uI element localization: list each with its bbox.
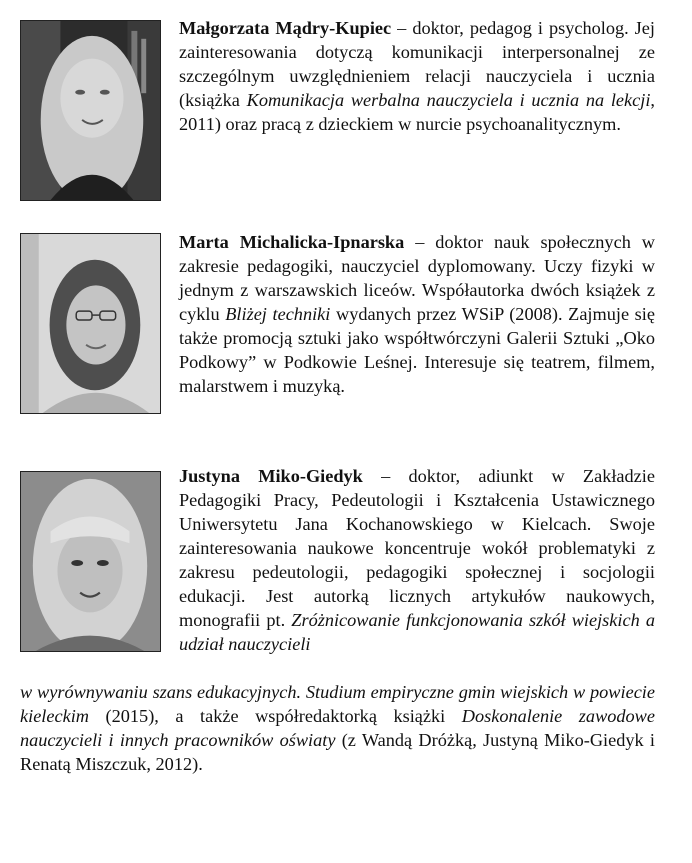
bio-3-text-3: (z Wandą Dróżką, Justyną Miko-Giedyk i Renatą Miszczuk, 2012). xyxy=(20,730,655,774)
bio-1 xyxy=(179,16,655,136)
portrait-2-image xyxy=(21,234,160,413)
author-photo-2 xyxy=(20,233,161,414)
bio-3-monograph-title-b: w wyrównywaniu szans edukacyjnych. Studium empiryczne gmin wiejskich w powiecie kieleckim xyxy=(20,682,655,726)
bio-3-text-2: (2015), a także współredaktorką książki xyxy=(89,706,462,726)
bio-2-name: Marta Michalicka-Ipnarska xyxy=(179,232,405,252)
portrait-1-image xyxy=(21,21,160,200)
bio-2-text-1: – doktor nauk społecznych w zakresie pedagogiki, nauczyciel dyplomowany. Uczy fizyki w jednym z warszawskich liceów. Współautorka dwóch książek z cyklu xyxy=(179,232,655,324)
bio-3-name: Justyna Miko-Giedyk xyxy=(179,466,363,486)
bio-1-text-2: , 2011) oraz pracą z dzieckiem w nurcie psychoanalitycznym. xyxy=(179,90,655,134)
bio-3 xyxy=(179,464,655,656)
bio-1-text-1: – doktor, pedagog i psycholog. Jej zainteresowania dotyczą komunikacji interpersonalnej ze szczególnym uwzględnieniem relacji nauczyciela i ucznia (książka xyxy=(179,18,655,110)
bio-3-monograph-title-a: Zróżnicowanie funkcjonowania szkół wiejskich a udział nauczycieli xyxy=(179,610,655,654)
bio-1-name: Małgorzata Mądry-Kupiec xyxy=(179,18,392,38)
bio-3-book-title: Doskonalenie zawodowe nauczycieli i innych pracowników oświaty xyxy=(20,706,655,750)
bio-2-book-title: Bliżej techniki xyxy=(225,304,331,324)
bio-1-book-title: Komunikacja werbalna nauczyciela i ucznia na lekcji xyxy=(246,90,651,110)
author-photo-1 xyxy=(20,20,161,201)
bio-3-continued xyxy=(20,680,655,776)
bio-2-text-2: wydanych przez WSiP (2008). Zajmuje się także promocją sztuki jako współtwórczyni Galerii Sztuki „Oko Podkowy” w Podkowie Leśnej. Interesuje się teatrem, filmem, malarstwem i muzyką. xyxy=(179,304,655,396)
bio-2 xyxy=(179,230,655,398)
bio-3-text-1: – doktor, adiunkt w Zakładzie Pedagogiki Pracy, Pedeutologii i Kształcenia Ustawicznego Uniwersytetu Jana Kochanowskiego w Kielcach. Swoje zainteresowania naukowe koncentruje wokół problematyki z zakresu pedeutologii, pedagogiki społecznej i socjologii edukacji. Jest autorką licznych artykułów naukowych, monografii pt. xyxy=(179,466,655,630)
author-photo-3 xyxy=(20,471,161,652)
portrait-3-image xyxy=(21,472,160,651)
